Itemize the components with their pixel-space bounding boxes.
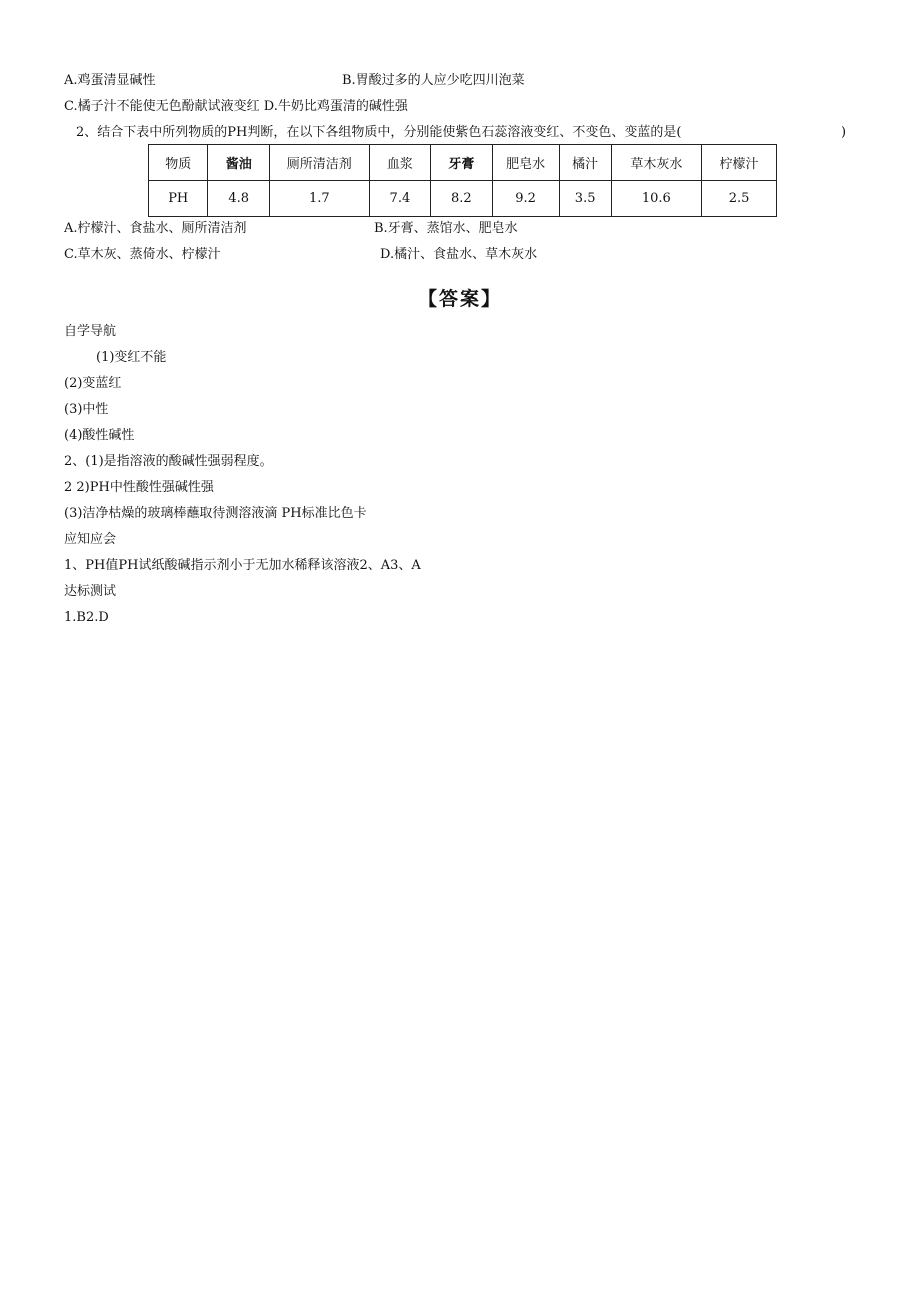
table-row-substance [149,145,777,181]
q1-option-c: C.橘子汁不能使无色酚献试液变红 D.牛奶比鸡蛋清的碱性强 [64,99,408,114]
answer-line: 自学导航 [64,324,117,339]
table-cell: 10.6 [611,181,702,217]
answer-line: 1、PH值PH试纸酸碱指示剂小于无加水稀释该溶液2、A3、A [64,558,421,573]
answer-line: (4)酸性碱性 [64,428,135,443]
answer-line: 应知应会 [64,532,117,547]
answer-line: (1)变红不能 [96,350,167,365]
table-cell: 草木灰水 [611,145,702,181]
q2-option-c: C.草木灰、蒸倚水、柠檬汁 [64,247,221,262]
table-cell: 物质 [149,145,208,181]
table-cell: 7.4 [369,181,430,217]
table-row-ph [149,181,777,217]
table-cell: 8.2 [431,181,492,217]
q2-option-a: A.柠檬汁、食盐水、厕所清洁剂 [64,221,247,236]
q2-stem: 2、结合下表中所列物质的PH判断，在以下各组物质中，分别能使紫色石蕊溶液变红、不变色、变蓝的是( [76,125,682,140]
table-cell: 4.8 [208,181,269,217]
table-cell: 柠檬汁 [702,145,777,181]
answer-line: 2、(1)是指溶液的酸碱性强弱程度。 [64,454,273,469]
q2-option-d: D.橘汁、食盐水、草木灰水 [380,247,538,262]
ph-table [148,144,777,217]
answer-line: 1.B2.D [64,610,109,625]
table-cell: 酱油 [208,145,269,181]
answer-title: 【答案】 [417,288,502,310]
table-cell: 厕所清洁剂 [269,145,369,181]
answer-line: (3)中性 [64,402,109,417]
table-cell: 橘汁 [559,145,611,181]
answer-line: 2 2)PH中性酸性强碱性强 [64,480,214,495]
table-cell: 2.5 [702,181,777,217]
table-cell: 牙膏 [431,145,492,181]
q1-option-a: A.鸡蛋清显碱性 [64,73,156,88]
q2-option-b: B.牙膏、蒸馆水、肥皂水 [374,221,518,236]
answer-line: (3)洁净枯燥的玻璃棒蘸取待测溶液滴 PH标准比色卡 [64,506,367,521]
table-cell: 3.5 [559,181,611,217]
table-cell: 血浆 [369,145,430,181]
table-cell: 肥皂水 [492,145,559,181]
answer-line: 达标测试 [64,584,117,599]
q1-option-b: B.胃酸过多的人应少吃四川泡菜 [342,73,525,88]
table-cell: 1.7 [269,181,369,217]
table-cell: 9.2 [492,181,559,217]
q2-stem-close: ) [841,125,847,140]
answer-line: (2)变蓝红 [64,376,122,391]
table-cell: PH [149,181,208,217]
